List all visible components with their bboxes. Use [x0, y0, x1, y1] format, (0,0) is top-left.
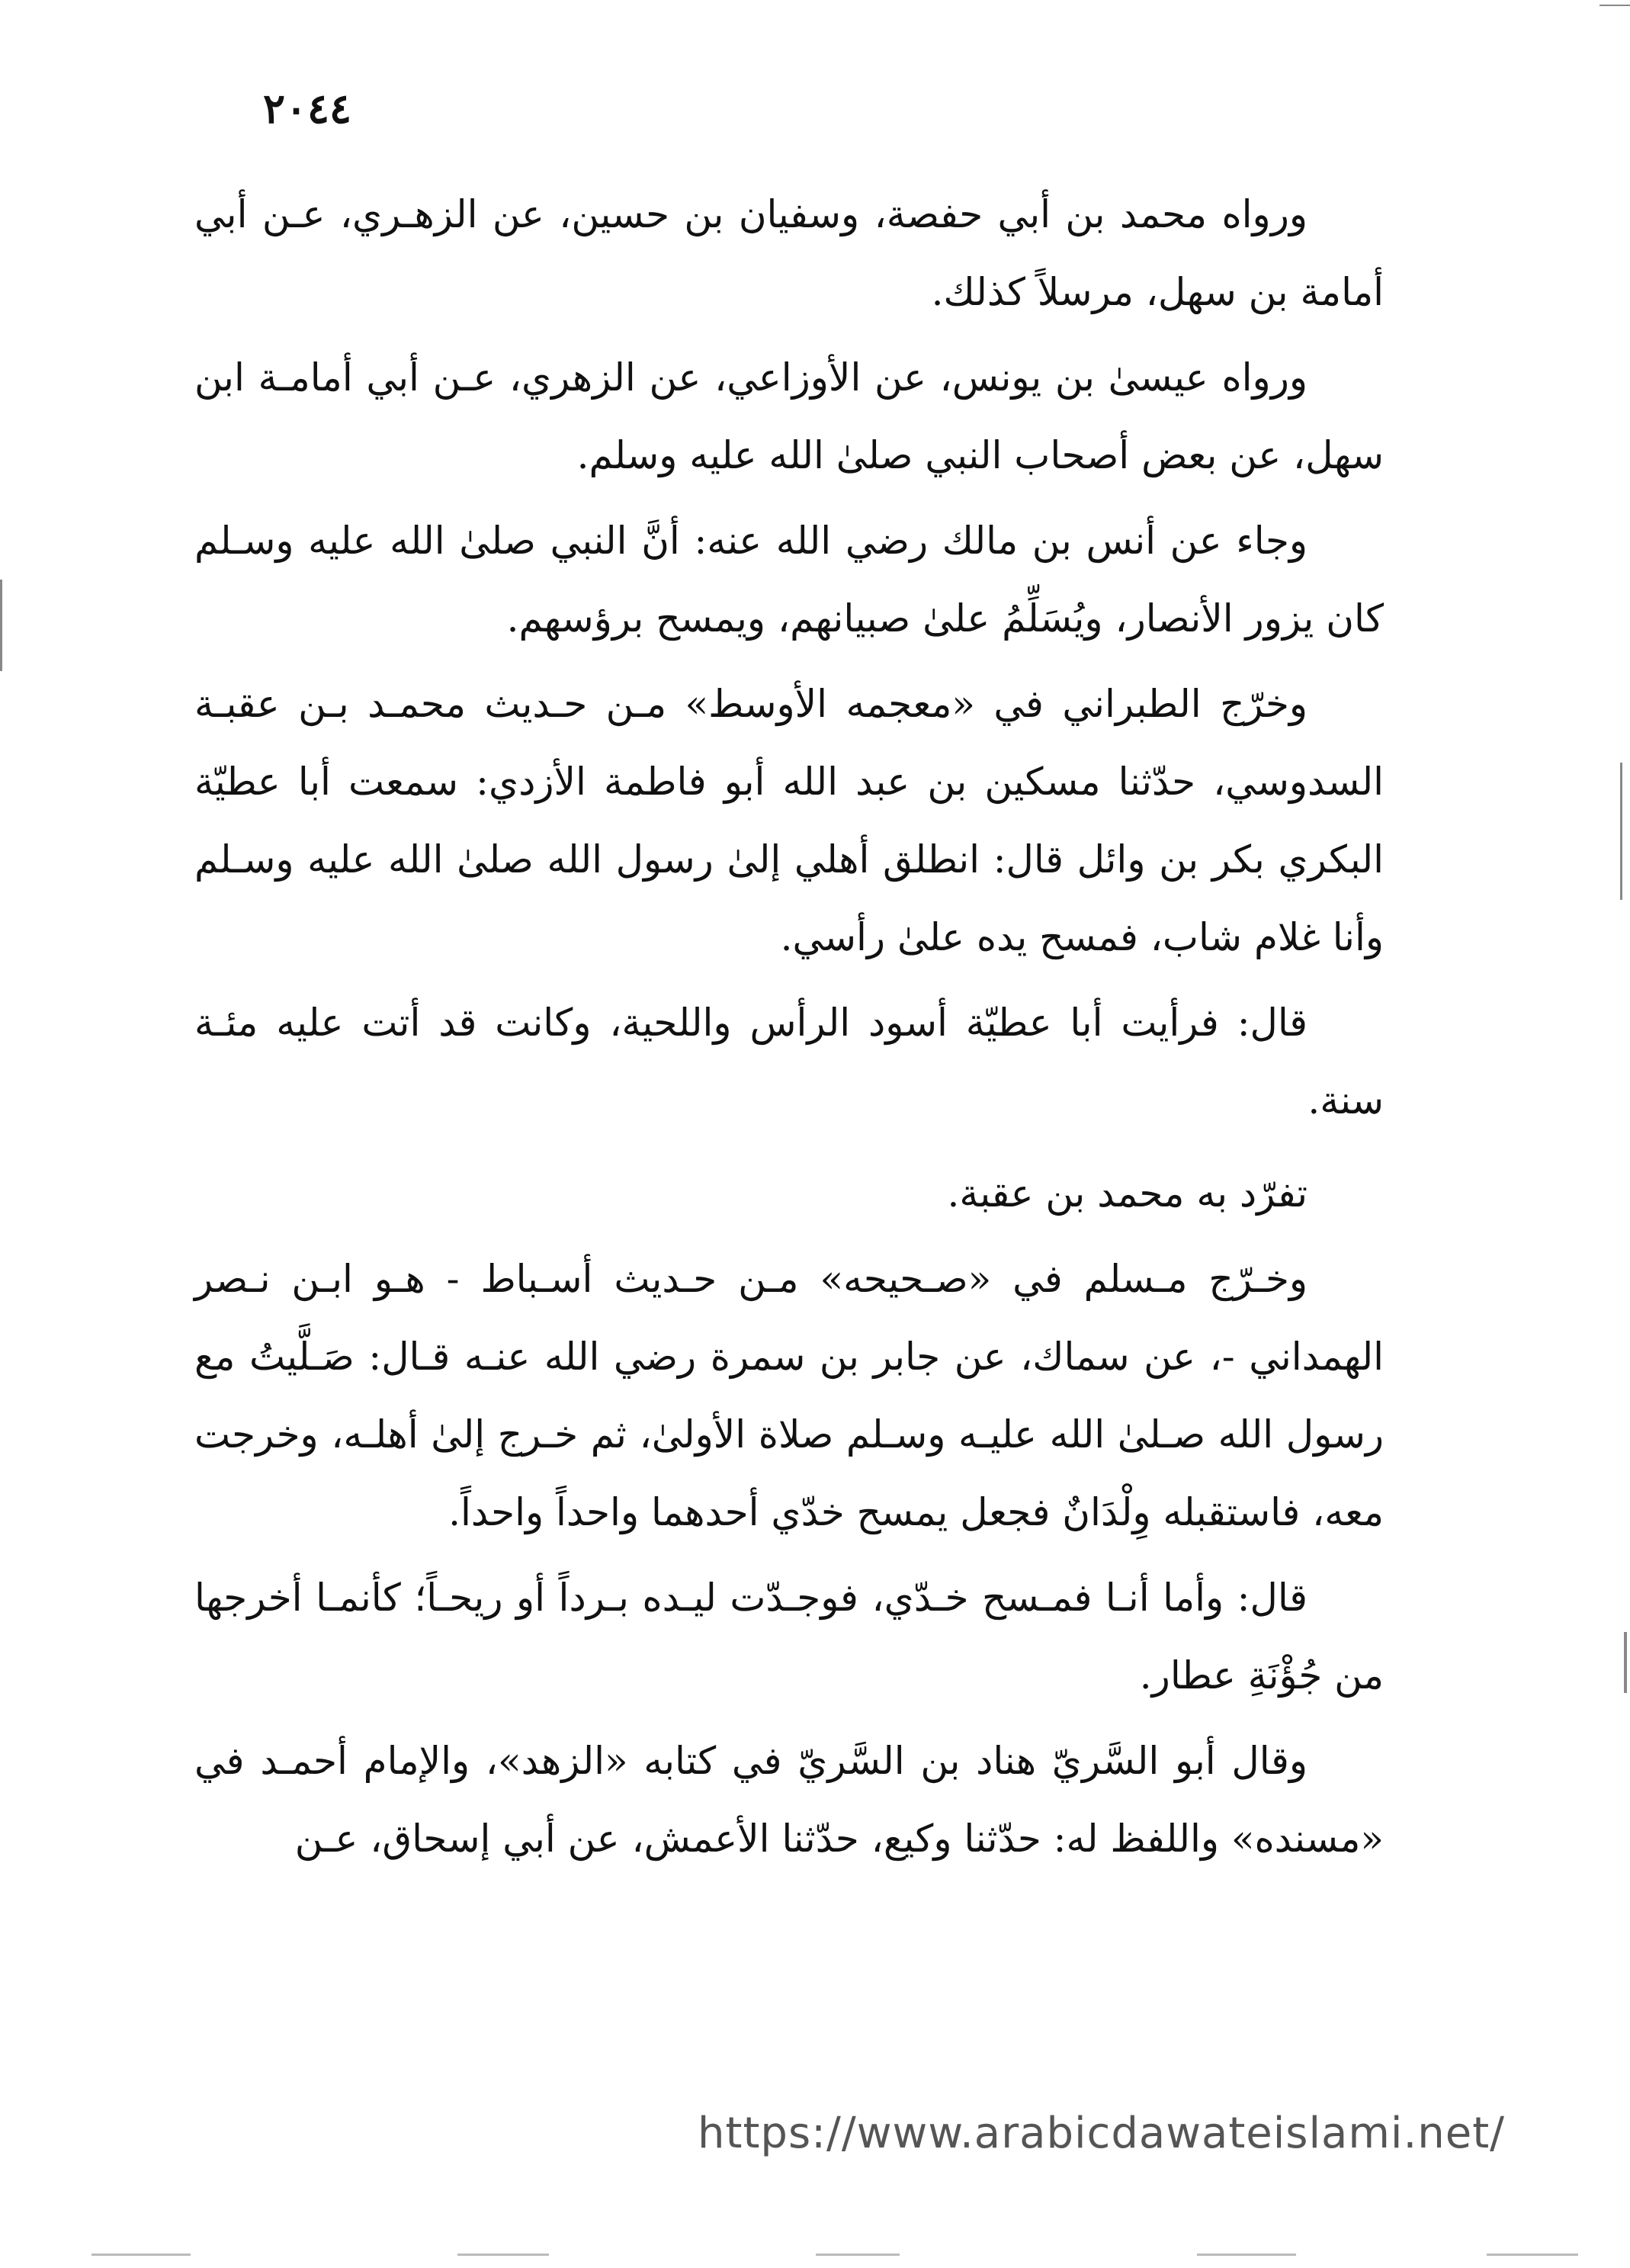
- paragraph-2: ورواه عيسىٰ بن يونس، عن الأوزاعي، عن الزهري، عـن أبي أمامـة ابن سهل، عن بعض أصحاب النبي صلىٰ الله عليه وسلم.: [194, 355, 1384, 477]
- bottom-scan-line: [457, 2254, 549, 2256]
- paragraph-9: وقال أبو السَّريّ هناد بن السَّريّ في كتابه «الزهد»، والإمام أحمـد في «مسنده» واللفظ له: حدّثنا وكيع، حدّثنا الأعمش، عن أبي إسحاق، عـن: [194, 1739, 1384, 1861]
- body-text: [194, 175, 1384, 1885]
- page-number: ٢٠٤٤: [263, 84, 352, 133]
- paragraph-8: قال: وأما أنـا فمـسح خـدّي، فوجـدّت ليـده بـرداً أو ريحـاً؛ كأنمـا أخرجها من جُؤْنَةِ عطار.: [194, 1576, 1384, 1698]
- right-edge-bracket: [1624, 1632, 1627, 1693]
- paragraph-1: ورواه محمد بن أبي حفصة، وسفيان بن حسين، عن الزهـري، عـن أبي أمامة بن سهل، مرسلاً كذلك.: [194, 192, 1384, 314]
- left-edge-mark: [0, 580, 2, 671]
- right-edge-mark: [1620, 763, 1622, 900]
- watermark-url: https://www.arabicdawateislami.net/: [698, 2109, 1506, 2158]
- paragraph-3: وجاء عن أنس بن مالك رضي الله عنه: أنَّ النبي صلىٰ الله عليه وسـلم كان يزور الأنصار، ويُسَلِّمُ علىٰ صبيانهم، ويمسح برؤسهم.: [194, 519, 1384, 641]
- bottom-scan-line: [1487, 2254, 1578, 2256]
- bottom-scan-line: [91, 2254, 191, 2256]
- paragraph-6: تفرّد به محمد بن عقبة.: [947, 1171, 1308, 1216]
- bottom-scan-line: [816, 2254, 900, 2256]
- bottom-scan-line: [1197, 2254, 1296, 2256]
- top-right-marks: [1600, 5, 1630, 6]
- paragraph-4: وخرّج الطبراني في «معجمه الأوسط» مـن حـديث محمـد بـن عقبـة السدوسي، حدّثنا مسكين بن عبد الله أبو فاطمة الأزدي: سمعت أبا عطيّة البكري بكر بن وائل قال: انطلق أهلي إلىٰ رسول الله صلىٰ الله عليه وسـلم وأنا غلام شاب، فمسح يده علىٰ رأسي.: [194, 682, 1384, 959]
- paragraph-5: قال: فرأيت أبا عطيّة أسود الرأس واللحية، وكانت قد أتت عليه مئـة سنة.: [194, 1001, 1384, 1123]
- paragraph-7: وخـرّج مـسلم في «صـحيحه» مـن حـديث أسـباط - هـو ابـن نـصر الهمداني -، عن سماك، عن جابر بن سمرة رضي الله عنـه قـال: صَـلَّيتُ مع رسول الله صـلىٰ الله عليـه وسـلم صلاة الأولىٰ، ثم خـرج إلىٰ أهلـه، وخرجت معه، فاستقبله وِلْدَانٌ فجعل يمسح خدّي أحدهما واحداً واحداً.: [194, 1257, 1384, 1534]
